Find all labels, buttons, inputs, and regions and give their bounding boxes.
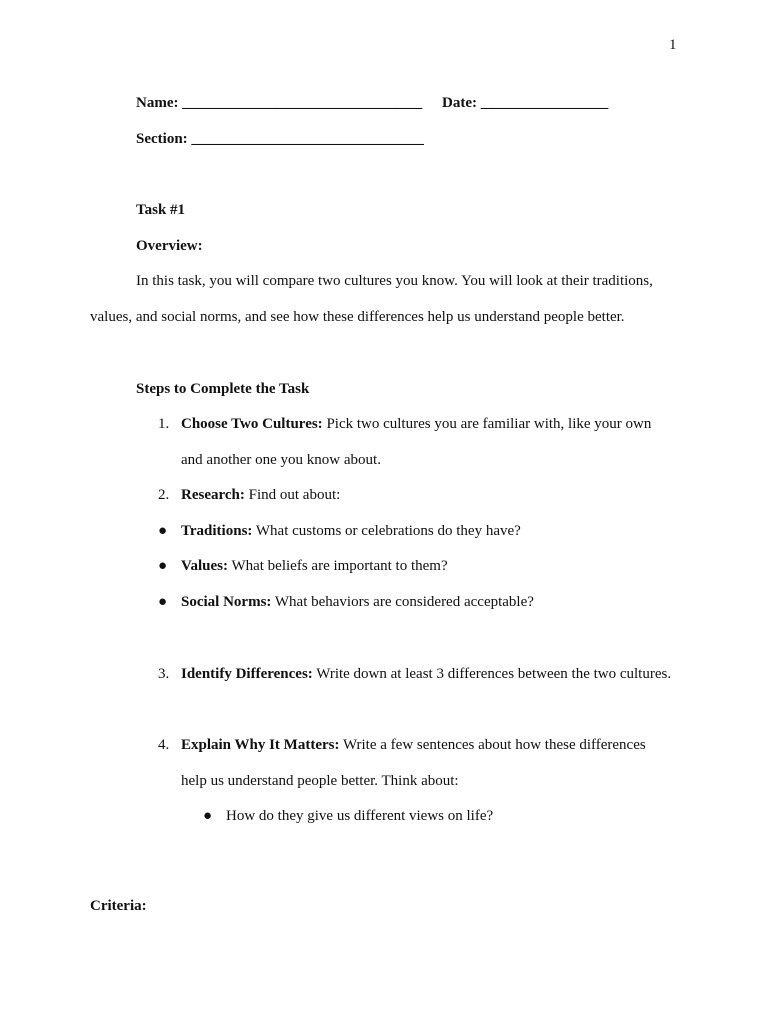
name-blank: ________________________________: [182, 95, 423, 111]
section-label: Section:: [136, 131, 188, 147]
task-title: Task #1: [136, 202, 186, 218]
bullet-icon: ●: [158, 523, 168, 539]
step-4-continuation: help us understand people better. Think about:: [181, 773, 459, 789]
step-3-number: 3.: [158, 666, 170, 682]
bullet-social-norms: Social Norms: What behaviors are considered acceptable?: [181, 594, 534, 610]
step-1-number: 1.: [158, 416, 170, 432]
step-1-description: Pick two cultures you are familiar with, like your own: [322, 416, 652, 432]
step-3-text: [181, 665, 671, 683]
overview-line-2: values, and social norms, and see how these differences help us understand people better.: [90, 309, 625, 325]
bullet-values: Values: What beliefs are important to them?: [181, 558, 448, 574]
overview-heading: Overview:: [136, 238, 203, 254]
bullet-icon: ●: [158, 594, 168, 610]
date-blank: _________________: [480, 95, 609, 111]
step-2-title: Research:: [181, 487, 245, 503]
step-4-title: Explain Why It Matters:: [181, 737, 340, 753]
name-field: [136, 94, 422, 112]
criteria-heading: Criteria:: [90, 898, 147, 914]
sub-bullet-views-on-life: How do they give us different views on life?: [226, 808, 494, 824]
page-number: 1: [669, 37, 677, 53]
step-3-description: Write down at least 3 differences between the two cultures.: [312, 666, 672, 682]
step-2-description: Find out about:: [244, 487, 341, 503]
step-2-text: [181, 486, 340, 504]
step-1-continuation: and another one you know about.: [181, 452, 381, 468]
bullet-traditions: Traditions: What customs or celebrations do they have?: [181, 523, 521, 539]
date-label: Date:: [442, 95, 477, 111]
section-blank: _______________________________: [191, 131, 424, 147]
step-4-text: [181, 736, 646, 754]
step-3-title: Identify Differences:: [181, 666, 313, 682]
step-4-number: 4.: [158, 737, 170, 753]
date-field: [442, 94, 608, 112]
bullet-icon: ●: [203, 808, 213, 824]
step-1-text: [181, 415, 651, 433]
step-1-title: Choose Two Cultures:: [181, 416, 323, 432]
step-2-number: 2.: [158, 487, 170, 503]
section-field: [136, 130, 424, 148]
overview-line-1: In this task, you will compare two cultures you know. You will look at their traditions,: [136, 273, 653, 289]
bullet-icon: ●: [158, 558, 168, 574]
step-4-description: Write a few sentences about how these differences: [339, 737, 646, 753]
name-label: Name:: [136, 95, 179, 111]
steps-heading: Steps to Complete the Task: [136, 381, 310, 397]
